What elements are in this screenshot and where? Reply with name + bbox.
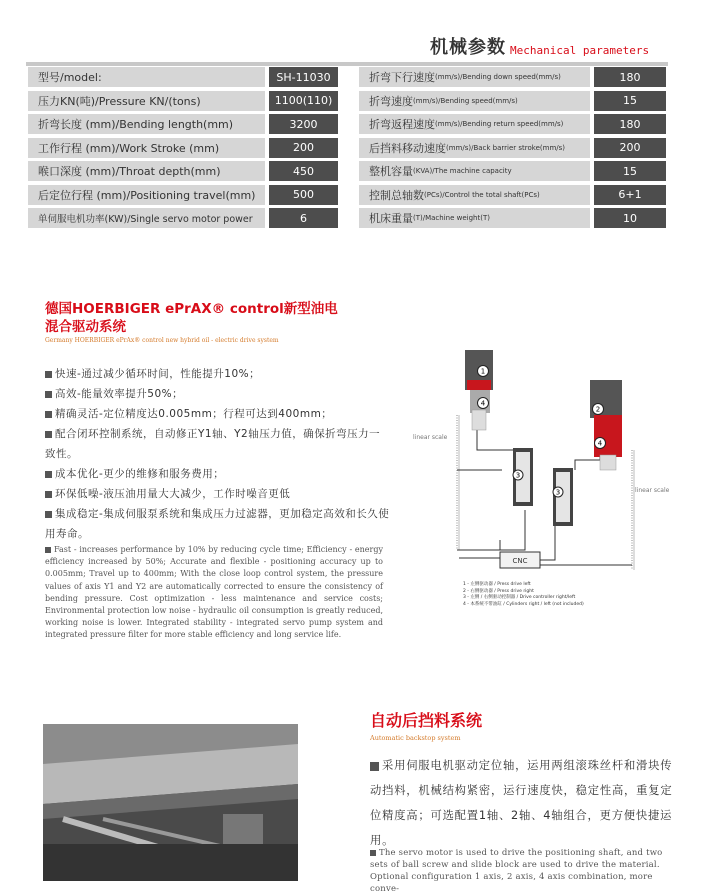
- spec-label-cn: 折弯下行速度: [369, 71, 435, 84]
- marker-4b-label: 4: [597, 439, 603, 448]
- spec-value: 450: [269, 161, 338, 181]
- spec-row: [28, 67, 338, 87]
- spec-label: [359, 185, 590, 205]
- marker-4-label: 4: [480, 399, 486, 408]
- bullet-text: 配合闭环控制系统，自动修正Y1轴、Y2轴压力值，确保折弯压力一致性。: [45, 428, 381, 460]
- drive-controller-left: [513, 448, 533, 506]
- linear-scale-right: [632, 450, 634, 570]
- marker-3b-label: 3: [555, 488, 561, 497]
- body-en-text: The servo motor is used to drive the positioning shaft, and two sets of ball screw and slide block are used to drive the material. Optional configuration 1 axis, 2 axis, 4 axis combination, more conve-: [370, 848, 663, 894]
- section2-body-en: [370, 847, 678, 895]
- legend-item: 2 - 右侧驱动器 / Press drive right: [463, 588, 534, 594]
- spec-label: 折弯长度 (mm)/Bending length(mm): [28, 114, 265, 134]
- spec-label: 后定位行程 (mm)/Positioning travel(mm): [28, 185, 265, 205]
- section-header: [430, 31, 668, 59]
- cnc-box: [500, 552, 540, 568]
- header-title-cn: 机械参数: [430, 37, 506, 58]
- spec-row: [359, 138, 666, 158]
- bullet-square-icon: [45, 547, 51, 553]
- press-drive-left: [465, 350, 493, 430]
- marker-1-label: 1: [480, 367, 486, 376]
- section2-body-cn: [370, 753, 678, 853]
- bullet-text: 高效-能量效率提升50%；: [55, 388, 184, 400]
- spec-label: 喉口深度 (mm)/Throat depth(mm): [28, 161, 265, 181]
- spec-label-en: (mm/s)/Back barrier stroke(mm/s): [446, 143, 566, 152]
- spec-label-cn: 机床重量: [369, 212, 413, 225]
- section1-subtitle: Germany HOERBIGER ePrAx® control new hybrid oil - electric drive system: [45, 337, 279, 344]
- marker-3-label: 3: [515, 471, 521, 480]
- spec-value: 15: [594, 91, 666, 111]
- bullet-square-icon: [370, 762, 379, 771]
- spec-label: 压力KN(吨)/Pressure KN/(tons): [28, 91, 265, 111]
- spec-label: [359, 114, 590, 134]
- spec-value: 6+1: [594, 185, 666, 205]
- marker-2-label: 2: [595, 405, 601, 414]
- spec-value: 3200: [269, 114, 338, 134]
- section2-title: 自动后挡料系统: [370, 711, 483, 730]
- spec-label-en: (mm/s)/Bending speed(mm/s): [413, 96, 518, 105]
- spec-value: 1100(110): [269, 91, 338, 111]
- linear-scale-right-label: linear scale: [635, 487, 670, 494]
- spec-row: [359, 114, 666, 134]
- spec-value: SH-11030: [269, 67, 338, 87]
- bullet-text: 精确灵活-定位精度达0.005mm；行程可达到400mm；: [55, 408, 333, 420]
- spec-value: 200: [269, 138, 338, 158]
- spec-value: 200: [594, 138, 666, 158]
- bullet-square-icon: [45, 491, 52, 498]
- cnc-label: CNC: [512, 557, 528, 565]
- spec-value: 10: [594, 208, 666, 228]
- spec-label: 工作行程 (mm)/Work Stroke (mm): [28, 138, 265, 158]
- spec-label: 型号/model:: [28, 67, 265, 87]
- bullet-item: [45, 424, 390, 464]
- diagram-legend: [463, 582, 584, 608]
- spec-row: [359, 161, 666, 181]
- backstop-photo: [43, 724, 298, 881]
- bullet-square-icon: [45, 471, 52, 478]
- body-en-text: Fast - increases performance by 10% by reducing cycle time; Efficiency - energy efficiency increased by 50%; Accurate and flexible - positioning accuracy up to 0.005mm; Travel up to 400mm; With the close loop control system, the pressure values of axis Y1 and Y2 are automatically corrected to ensure the consistency of bending pressure. Cost optimization - less maintenance and service costs; Environmental protection low noise - hydraulic oil consumption is greatly reduced, working noise is lower. Integrated stability - integrated servo pump system and integrated pressure filter for more stable efficiency and long service life.: [45, 545, 383, 640]
- spec-row: [28, 91, 338, 111]
- spec-row: [28, 114, 338, 134]
- spec-row: [28, 161, 338, 181]
- spec-label: 单伺服电机功率(KW)/Single servo motor power: [28, 208, 265, 228]
- spec-label-cn: 整机容量: [369, 165, 413, 178]
- spec-row: [28, 138, 338, 158]
- spec-row: [359, 208, 666, 228]
- spec-label-en: (KVA)/The machine capacity: [413, 167, 512, 175]
- header-title-en: Mechanical parameters: [510, 44, 650, 57]
- bullet-item: [45, 364, 390, 384]
- section1-title: 德国HOERBIGER ePrAX® control新型油电混合驱动系统: [45, 301, 338, 335]
- spec-label: [359, 161, 590, 181]
- header-divider: [26, 62, 668, 66]
- press-drive-right: [590, 380, 622, 470]
- bullet-text: 快速-通过减少循环时间，性能提升10%；: [55, 368, 261, 380]
- spec-label: [359, 67, 590, 87]
- bullet-item: [45, 464, 390, 484]
- spec-label-en: (mm/s)/Bending down speed(mm/s): [435, 73, 561, 81]
- hybrid-drive-diagram: [410, 340, 685, 620]
- bullet-square-icon: [370, 850, 376, 856]
- spec-label-cn: 控制总轴数: [369, 188, 424, 202]
- spec-label-en: (T)/Machine weight(T): [413, 214, 490, 222]
- spec-label: [359, 91, 590, 111]
- bullet-square-icon: [45, 411, 52, 418]
- spec-row: [359, 185, 666, 205]
- spec-value: 15: [594, 161, 666, 181]
- legend-item: 4 - 本系统不带油缸 / Cylinders right / left (not included): [463, 601, 584, 607]
- legend-item: 1 - 左侧驱动器 / Press drive left: [463, 582, 531, 587]
- spec-value: 500: [269, 185, 338, 205]
- backstop-photo-illustration: [43, 724, 298, 881]
- bullet-item: [45, 384, 390, 404]
- legend-item: 3 - 左侧 / 右侧驱动控制器 / Drive controller right/left: [463, 595, 576, 600]
- spec-row: [359, 67, 666, 87]
- spec-value: 180: [594, 114, 666, 134]
- bullet-square-icon: [45, 511, 52, 518]
- spec-value: 180: [594, 67, 666, 87]
- linear-scale-left: [457, 415, 459, 550]
- spec-table-right: [359, 67, 666, 232]
- bullet-square-icon: [45, 431, 52, 438]
- spec-table-left: [28, 67, 338, 232]
- bullet-item: [45, 504, 390, 544]
- spec-label-cn: 后挡料移动速度: [369, 141, 446, 155]
- drive-controller-right: [553, 468, 573, 526]
- bullet-item: [45, 404, 390, 424]
- section1-bullets: [45, 364, 390, 544]
- spec-label: [359, 208, 590, 228]
- spec-label-cn: 折弯返程速度: [369, 118, 435, 131]
- spec-row: [359, 91, 666, 111]
- bullet-square-icon: [45, 371, 52, 378]
- section1-body-en: [45, 544, 383, 642]
- spec-row: [28, 208, 338, 228]
- spec-label: [359, 138, 590, 158]
- body-cn-text: 采用伺服电机驱动定位轴，运用两组滚珠丝杆和滑块传动挡料，机械结构紧密，运行速度快，稳定性高，重复定位精度高；可选配置1轴、2轴、4轴组合，更方便快捷运用。: [370, 759, 673, 847]
- bullet-item: [45, 484, 390, 504]
- spec-label-cn: 折弯速度: [369, 94, 413, 108]
- bullet-text: 环保低噪-液压油用量大大减少，工作时噪音更低: [55, 488, 291, 500]
- linear-scale-left-label: linear scale: [413, 434, 448, 441]
- spec-label-en: (mm/s)/Bending return speed(mm/s): [435, 120, 564, 128]
- spec-row: [28, 185, 338, 205]
- bullet-text: 集成稳定-集成伺服泵系统和集成压力过滤器，更加稳定高效和长久使用寿命。: [45, 508, 390, 540]
- bullet-square-icon: [45, 391, 52, 398]
- bullet-text: 成本优化-更少的维修和服务费用；: [55, 468, 225, 480]
- spec-value: 6: [269, 208, 338, 228]
- section2-subtitle: Automatic backstop system: [370, 734, 461, 742]
- spec-label-en: (PCs)/Control the total shaft(PCs): [424, 190, 540, 199]
